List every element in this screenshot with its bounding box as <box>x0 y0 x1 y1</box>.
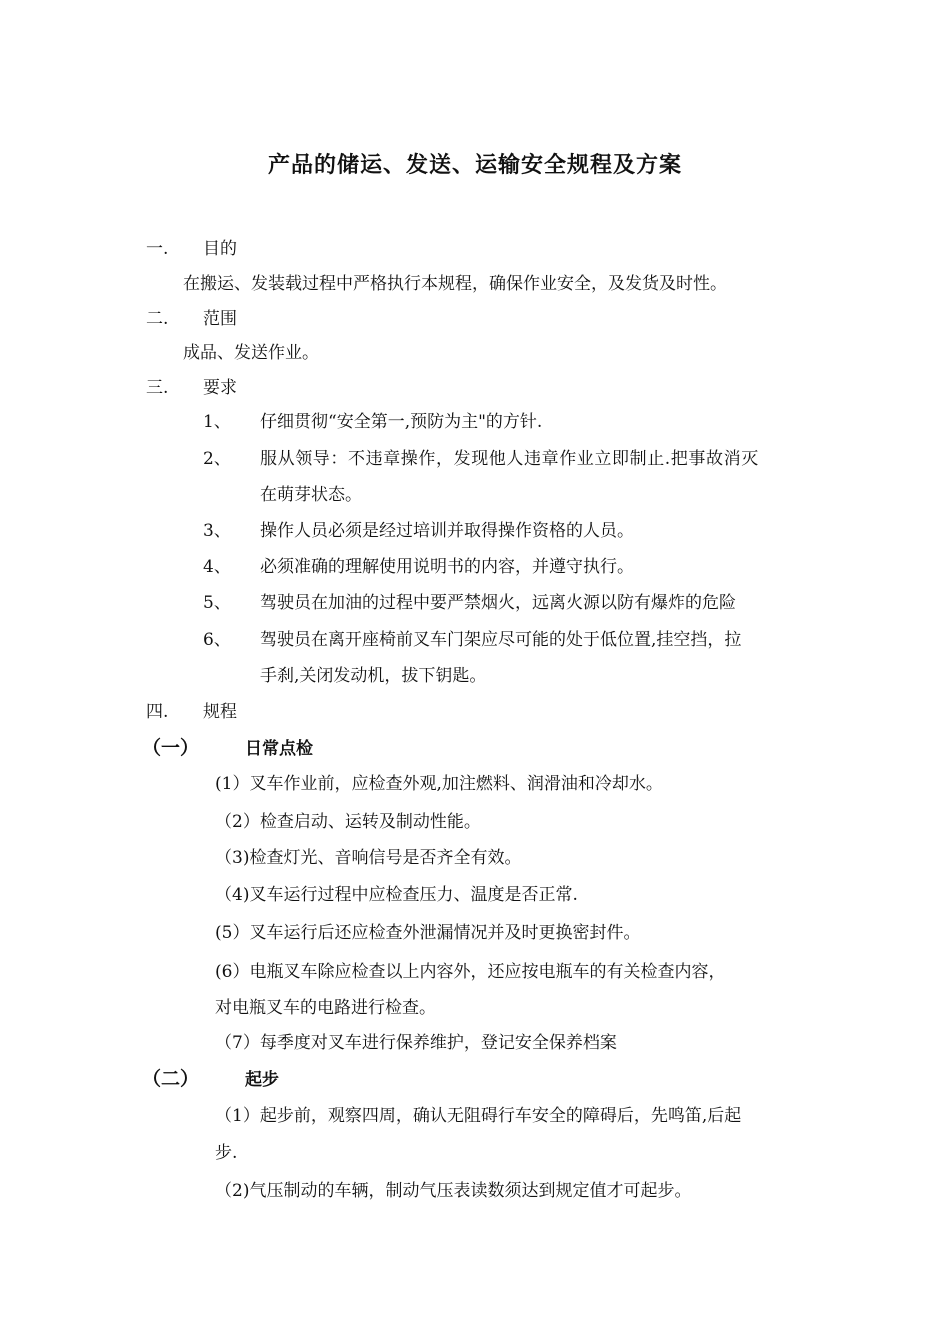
procedure-line: （1）起步前，观察四周，确认无阻碍行车安全的障碍后，先鸣笛,后起 <box>215 1106 742 1126</box>
list-item-number: 6、 <box>203 630 231 650</box>
procedure-line: （7）每季度对叉车进行保养维护，登记安全保养档案 <box>215 1033 617 1053</box>
list-item-continuation: 手刹,关闭发动机，拔下钥匙。 <box>260 666 487 686</box>
procedure-line: (5）叉车运行后还应检查外泄漏情况并及时更换密封件。 <box>215 923 641 943</box>
list-item-number: 2、 <box>203 449 231 469</box>
procedure-line: (1）叉车作业前，应检查外观,加注燃料、润滑油和冷却水。 <box>215 774 663 794</box>
list-item-text: 驾驶员在离开座椅前叉车门架应尽可能的处于低位置,挂空挡，拉 <box>260 630 742 650</box>
procedure-line: （4)叉车运行过程中应检查压力、温度是否正常. <box>215 885 578 905</box>
section-heading: 规程 <box>203 702 237 722</box>
list-item-number: 3、 <box>203 521 231 541</box>
section-body: 成品、发送作业。 <box>183 343 319 363</box>
section-number: 三. <box>146 378 169 398</box>
section-number: 二. <box>146 309 169 329</box>
procedure-line: （3)检查灯光、音响信号是否齐全有效。 <box>215 848 522 868</box>
subsection-heading: 起步 <box>245 1070 279 1090</box>
procedure-line: 步. <box>215 1143 238 1163</box>
procedure-line: 对电瓶叉车的电路进行检查。 <box>215 998 436 1018</box>
section-number: 四. <box>146 702 169 722</box>
section-heading: 目的 <box>203 239 237 259</box>
section-heading: 要求 <box>203 378 237 398</box>
list-item-number: 4、 <box>203 557 231 577</box>
list-item-text: 必须准确的理解使用说明书的内容，并遵守执行。 <box>260 557 634 577</box>
list-item-number: 5、 <box>203 593 231 613</box>
subsection-number: （一） <box>142 737 200 759</box>
section-number: 一. <box>146 239 169 259</box>
list-item-text: 操作人员必须是经过培训并取得操作资格的人员。 <box>260 521 634 541</box>
section-heading: 范围 <box>203 309 237 329</box>
document-title: 产品的储运、发送、运输安全规程及方案 <box>267 153 682 178</box>
list-item-text: 驾驶员在加油的过程中要严禁烟火，远离火源以防有爆炸的危险 <box>260 593 736 613</box>
procedure-line: （2)气压制动的车辆，制动气压表读数须达到规定值才可起步。 <box>215 1181 692 1201</box>
subsection-number: （二） <box>142 1068 200 1090</box>
procedure-line: (6）电瓶叉车除应检查以上内容外，还应按电瓶车的有关检查内容， <box>215 962 726 982</box>
list-item-text: 仔细贯彻“安全第一,预防为主"的方针. <box>260 412 543 432</box>
procedure-line: （2）检查启动、运转及制动性能。 <box>215 812 481 832</box>
list-item-continuation: 在萌芽状态。 <box>260 485 362 505</box>
list-item-number: 1、 <box>203 412 231 432</box>
list-item-text: 服从领导：不违章操作，发现他人违章作业立即制止.把事故消灭 <box>260 449 759 469</box>
section-body: 在搬运、发装载过程中严格执行本规程，确保作业安全，及发货及时性。 <box>183 274 727 294</box>
subsection-heading: 日常点检 <box>245 739 313 759</box>
